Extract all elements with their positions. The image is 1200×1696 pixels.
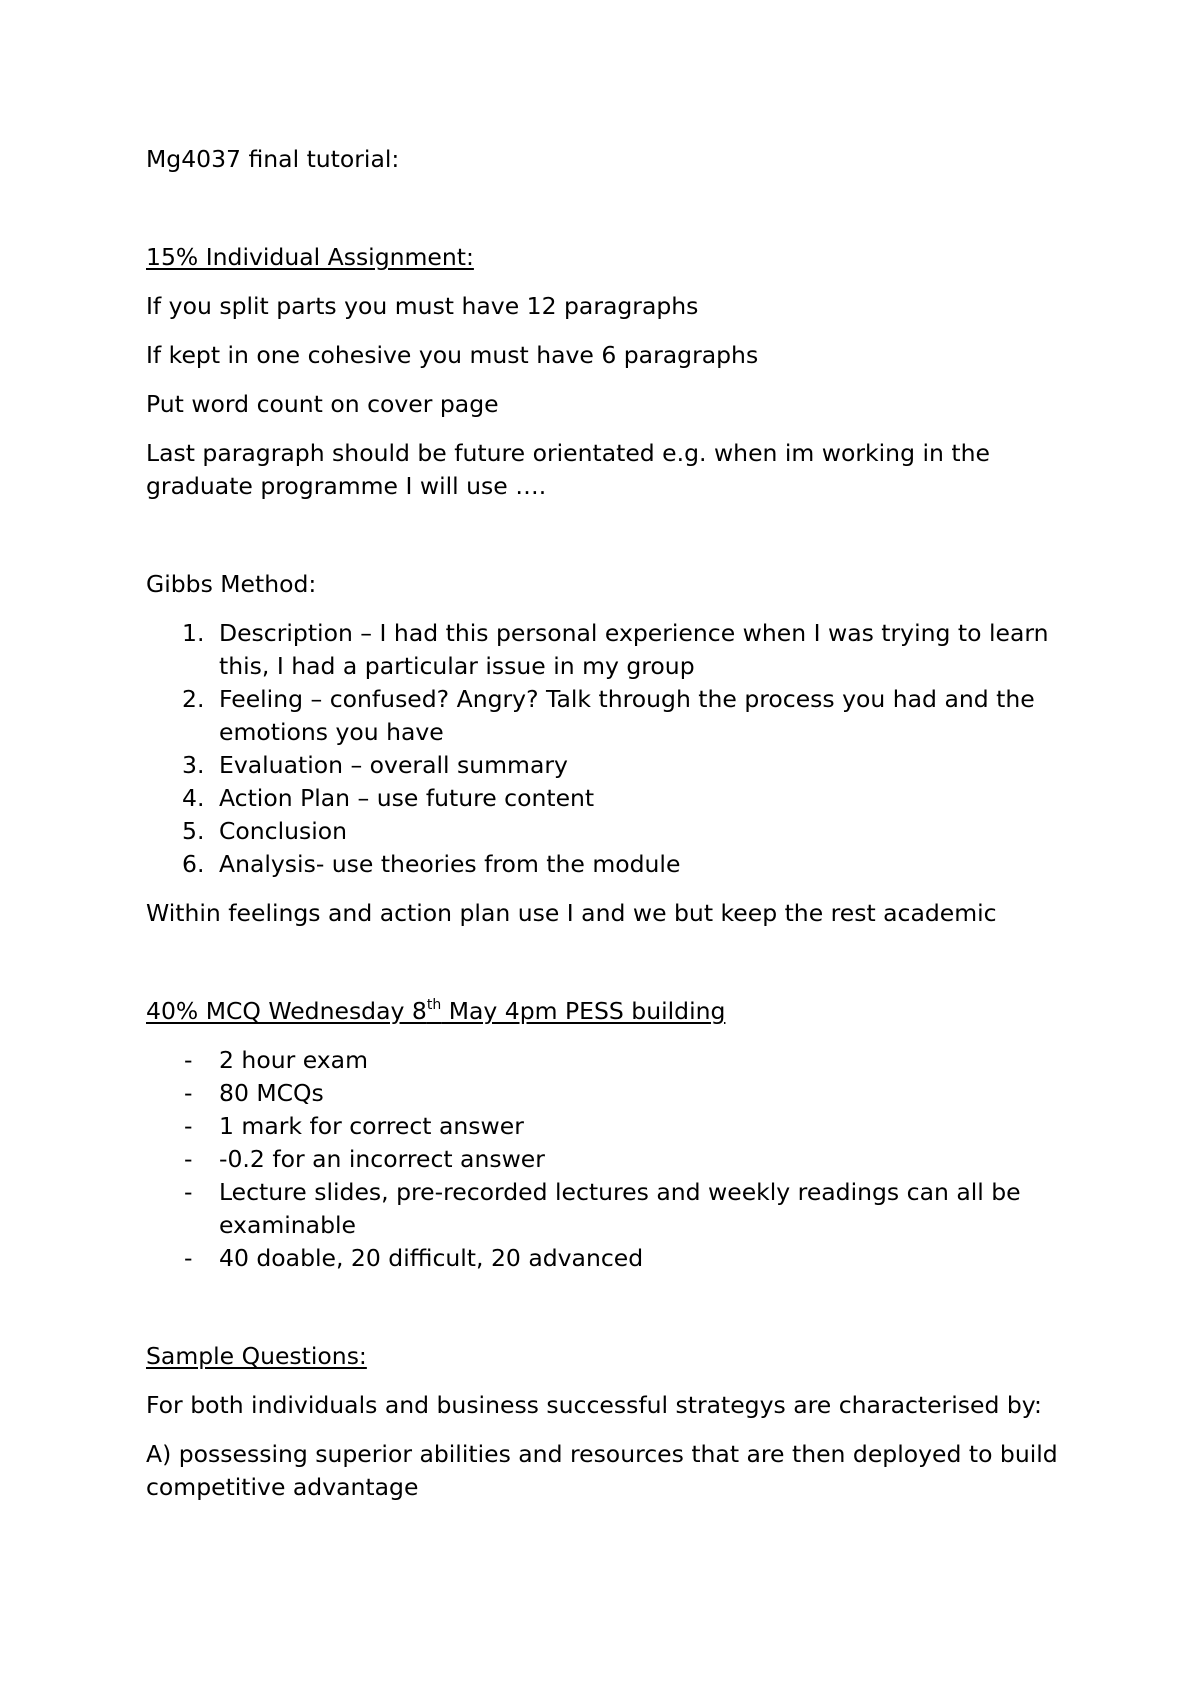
mcq-heading-superscript: th bbox=[426, 997, 442, 1013]
sample-questions-heading: Sample Questions: bbox=[146, 1342, 367, 1370]
gibbs-heading: Gibbs Method: bbox=[146, 570, 317, 598]
dash-bullet: - bbox=[184, 1244, 193, 1272]
mcq-details-list bbox=[146, 1044, 1066, 1275]
list-number: 4. bbox=[182, 784, 205, 812]
assignment-line: If you split parts you must have 12 paragraphs bbox=[146, 292, 699, 320]
list-number: 3. bbox=[182, 751, 205, 779]
dash-bullet: - bbox=[184, 1145, 193, 1173]
list-item bbox=[146, 683, 1066, 749]
mcq-heading-text: 40% MCQ Wednesday 8 bbox=[146, 997, 427, 1025]
list-item-text: -0.2 for an incorrect answer bbox=[219, 1145, 545, 1173]
list-item-text: 80 MCQs bbox=[219, 1079, 324, 1107]
list-item-text: Action Plan – use future content bbox=[219, 784, 595, 812]
list-item-text: Analysis- use theories from the module bbox=[219, 850, 681, 878]
assignment-heading: 15% Individual Assignment: bbox=[146, 243, 474, 271]
dash-bullet: - bbox=[184, 1178, 193, 1206]
list-item-text: Description – I had this personal experience when I was trying to learn this, I had a particular issue in my group bbox=[219, 619, 1049, 680]
list-item bbox=[146, 782, 1066, 815]
list-item bbox=[146, 815, 1066, 848]
list-item bbox=[146, 1176, 1066, 1242]
list-item-text: 40 doable, 20 difficult, 20 advanced bbox=[219, 1244, 644, 1272]
list-item-text: Conclusion bbox=[219, 817, 348, 845]
list-number: 2. bbox=[182, 685, 205, 713]
list-item-text: Feeling – confused? Angry? Talk through the process you had and the emotions you have bbox=[219, 685, 1035, 746]
document-title: Mg4037 final tutorial: bbox=[146, 145, 400, 173]
list-item bbox=[146, 749, 1066, 782]
gibbs-steps-list bbox=[146, 617, 1066, 881]
list-item-text: Evaluation – overall summary bbox=[219, 751, 568, 779]
mcq-heading bbox=[146, 995, 1066, 1028]
assignment-line: If kept in one cohesive you must have 6 paragraphs bbox=[146, 341, 759, 369]
list-item bbox=[146, 848, 1066, 881]
list-item bbox=[146, 1110, 1066, 1143]
list-item bbox=[146, 1044, 1066, 1077]
list-number: 1. bbox=[182, 619, 205, 647]
assignment-line: Put word count on cover page bbox=[146, 390, 499, 418]
dash-bullet: - bbox=[184, 1079, 193, 1107]
dash-bullet: - bbox=[184, 1112, 193, 1140]
list-item bbox=[146, 1143, 1066, 1176]
list-item bbox=[146, 1077, 1066, 1110]
sample-question: For both individuals and business successful strategys are characterised by: bbox=[146, 1391, 1042, 1419]
document-body bbox=[146, 143, 1066, 1520]
list-number: 6. bbox=[182, 850, 205, 878]
list-number: 5. bbox=[182, 817, 205, 845]
assignment-line: Last paragraph should be future orientated e.g. when im working in the graduate programme I will use …. bbox=[146, 439, 990, 500]
list-item bbox=[146, 617, 1066, 683]
list-item-text: 1 mark for correct answer bbox=[219, 1112, 524, 1140]
mcq-heading-text-end: May 4pm PESS building bbox=[441, 997, 726, 1025]
answer-option-a: A) possessing superior abilities and resources that are then deployed to build competitive advantage bbox=[146, 1440, 1058, 1501]
gibbs-note: Within feelings and action plan use I and we but keep the rest academic bbox=[146, 899, 997, 927]
list-item bbox=[146, 1242, 1066, 1275]
list-item-text: 2 hour exam bbox=[219, 1046, 368, 1074]
dash-bullet: - bbox=[184, 1046, 193, 1074]
list-item-text: Lecture slides, pre-recorded lectures and weekly readings can all be examinable bbox=[219, 1178, 1021, 1239]
